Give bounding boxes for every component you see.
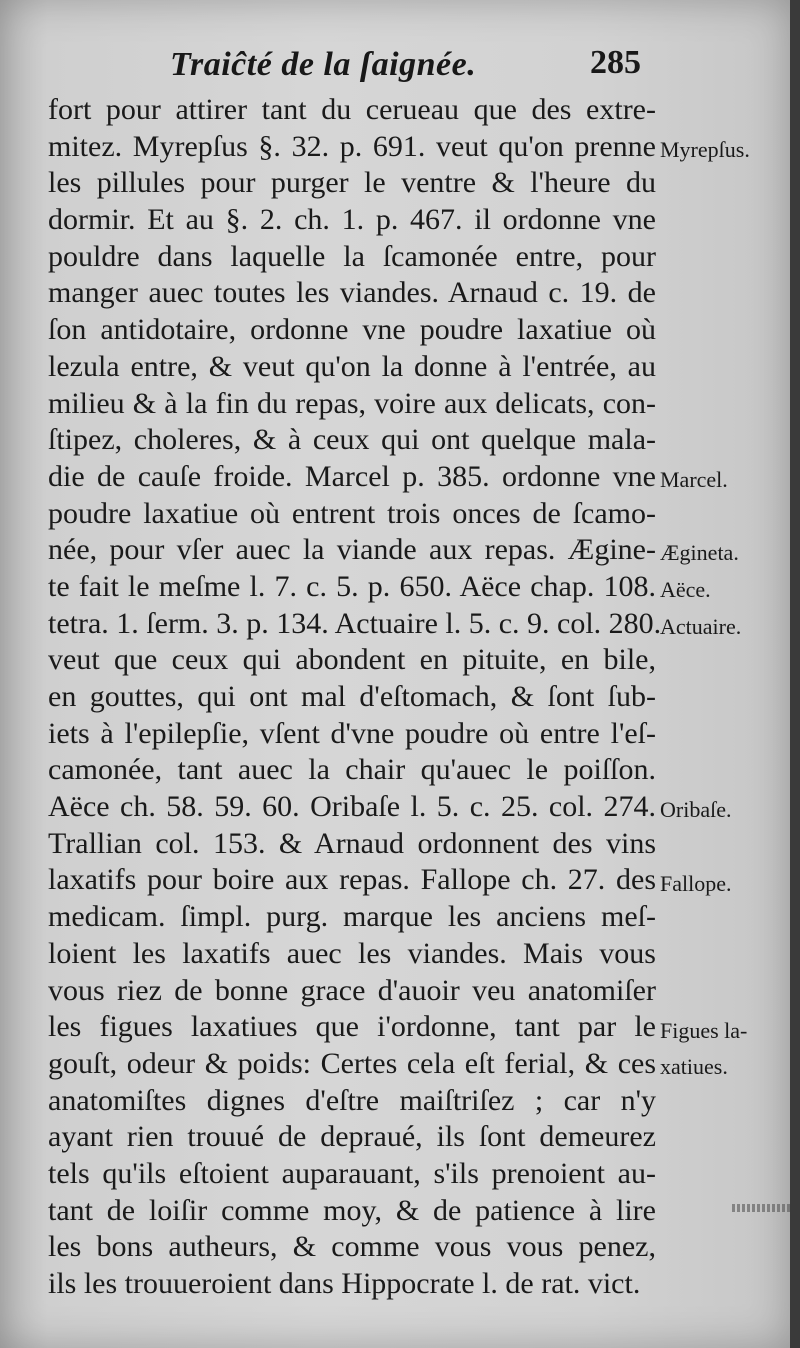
margin-note: Oribaſe.	[660, 797, 732, 823]
text-line: dormir. Et au §. 2. ch. 1. p. 467. il ordonne vne	[48, 203, 656, 237]
text-line: iets à l'epilepſie, vſent d'vne poudre où entre l'eſ-	[48, 716, 656, 750]
text-line: te fait le meſme l. 7. c. 5. p. 650. Aëce chap. 108.	[48, 569, 656, 603]
margin-note: xatiues.	[660, 1054, 728, 1080]
text-line: ayant rien trouué de depraué, ils ſont demeurez	[48, 1120, 656, 1154]
margin-note: Actuaire.	[660, 613, 742, 639]
margin-note: Myrepſus.	[660, 136, 750, 162]
page-edge-shadow	[790, 0, 800, 1348]
text-line: en gouttes, qui ont mal d'eſtomach, & ſont ſub-	[48, 680, 656, 713]
margin-note: Figues la-	[660, 1017, 748, 1043]
text-line: tels qu'ils eſtoient auparauant, s'ils prenoient au-	[48, 1156, 656, 1190]
text-line: fort pour attirer tant du cerueau que des extre-	[48, 93, 656, 126]
text-line: tetra. 1. ſerm. 3. p. 134. Actuaire l. 5. c. 9. col. 280.	[48, 606, 662, 640]
text-line: camonée, tant auec la chair qu'auec le poiſſon.	[48, 753, 656, 787]
text-line: milieu & à la fin du repas, voire aux delicats, con-	[48, 386, 656, 420]
running-title: Traiĉté de la ſaignée.	[170, 46, 477, 83]
text-line: tant de loiſir comme moy, & de patience à lire	[48, 1193, 656, 1227]
text-line: les bons autheurs, & comme vous vous penez,	[48, 1230, 656, 1264]
margin-note: Marcel.	[660, 467, 728, 492]
text-line: poudre laxatiue où entrent trois onces de ſcamo-	[48, 496, 656, 530]
running-head	[0, 44, 790, 94]
text-line: medicam. ſimpl. purg. marque les anciens meſ-	[48, 900, 656, 934]
text-line: mitez. Myrepſus §. 32. p. 691. veut qu'on prenne	[48, 129, 656, 163]
text-line: vous riez de bonne grace d'auoir veu anatomiſer	[48, 973, 656, 1007]
library-stamp	[732, 1204, 790, 1212]
text-line: pouldre dans laquelle la ſcamonée entre, pour	[48, 239, 656, 273]
text-line: anatomiſtes dignes d'eſtre maiſtriſez ; car n'y	[48, 1083, 656, 1117]
text-line: manger auec toutes les viandes. Arnaud c. 19. de	[48, 276, 656, 310]
text-line: lezula entre, & veut qu'on la donne à l'entrée, au	[48, 349, 656, 383]
text-line: gouſt, odeur & poids: Certes cela eſt ferial, & ces	[48, 1046, 656, 1080]
text-line: ſon antidotaire, ordonne vne poudre laxatiue où	[48, 313, 656, 347]
text-line: Aëce ch. 58. 59. 60. Oribaſe l. 5. c. 25. col. 274.	[48, 790, 656, 824]
margin-note: Aëce.	[660, 577, 711, 603]
page-number: 285	[590, 44, 641, 81]
text-line: laxatifs pour boire aux repas. Fallope ch. 27. des	[48, 863, 656, 897]
text-line: née, pour vſer auec la viande aux repas. Ægine-	[48, 533, 656, 567]
text-line: ſtipez, choleres, & à ceux qui ont quelque mala-	[48, 423, 656, 457]
text-line: Trallian col. 153. & Arnaud ordonnent des vins	[48, 826, 656, 860]
text-line: loient les laxatifs auec les viandes. Mais vous	[48, 936, 656, 970]
text-line: die de cauſe froide. Marcel p. 385. ordonne vne	[48, 459, 656, 493]
text-line: ils les trouueroient dans Hippocrate l. de rat. vict.	[48, 1267, 641, 1300]
body-text	[48, 92, 662, 1303]
text-line: veut que ceux qui abondent en pituite, en bile,	[48, 643, 656, 677]
margin-note: Æginetа.	[660, 540, 739, 566]
text-line: les pillules pour purger le ventre & l'heure du	[48, 166, 656, 200]
margin-note: Fallope.	[660, 870, 732, 896]
text-line: les figues laxatiues que i'ordonne, tant par le	[48, 1010, 656, 1044]
